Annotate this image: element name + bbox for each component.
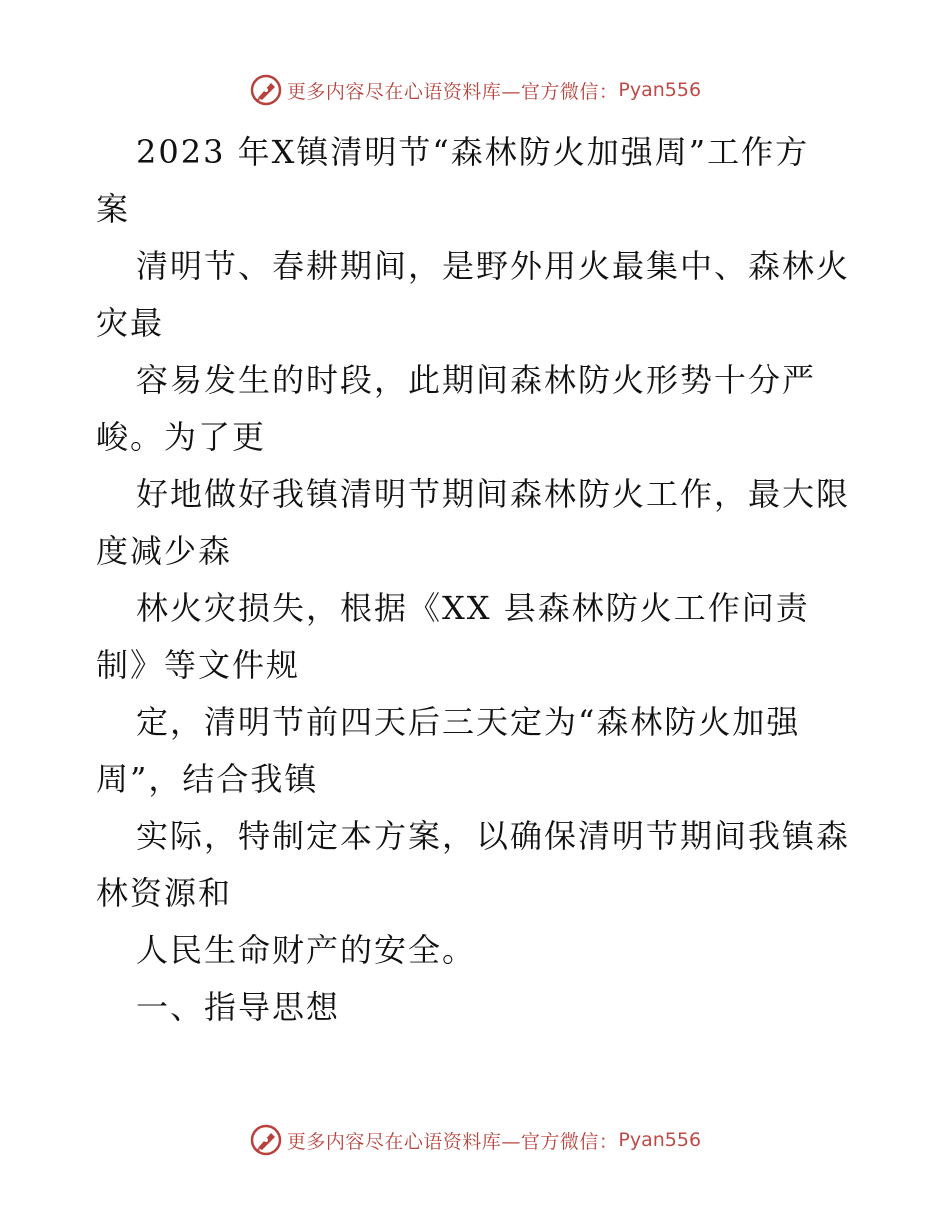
paragraph-line: 制》等文件规: [96, 646, 301, 684]
paragraph-line: 实际，特制定本方案，以确保清明节期间我镇森: [136, 817, 851, 855]
paragraph-line: 人民生命财产的安全。: [136, 931, 477, 969]
watermark-text: 更多内容尽在心语资料库—官方微信：: [286, 80, 619, 103]
watermark-text: 更多内容尽在心语资料库—官方微信：: [286, 1130, 619, 1153]
section-heading: 一、指导思想: [136, 988, 341, 1026]
watermark-wechat-id: Pyan556: [618, 79, 702, 101]
paragraph-line: 峻。为了更: [96, 418, 267, 456]
header-watermark-banner: [0, 70, 950, 110]
paragraph-line: 林资源和: [96, 874, 233, 912]
paragraph-line: 清明节、春耕期间，是野外用火最集中、森林火: [136, 247, 851, 285]
watermark-wechat-id: Pyan556: [618, 1129, 702, 1151]
document-title-line-2: 案: [96, 190, 131, 228]
paragraph-line: 容易发生的时段，此期间森林防火形势十分严: [136, 361, 817, 399]
pen-nib-logo-icon: [249, 73, 283, 107]
paragraph-line: 周”，结合我镇: [96, 760, 319, 798]
document-title-line-1: 2023 年X镇清明节“森林防火加强周”工作方: [136, 133, 810, 171]
paragraph-line: 灾最: [96, 304, 165, 342]
paragraph-line: 好地做好我镇清明节期间森林防火工作，最大限: [136, 475, 851, 513]
footer-watermark-banner: [0, 1120, 950, 1160]
pen-nib-logo-icon: [249, 1123, 283, 1157]
paragraph-line: 定，清明节前四天后三天定为“森林防火加强: [136, 703, 801, 741]
paragraph-line: 林火灾损失，根据《XX 县森林防火工作问责: [136, 589, 810, 627]
paragraph-line: 度减少森: [96, 532, 233, 570]
document-body: [96, 124, 866, 1036]
